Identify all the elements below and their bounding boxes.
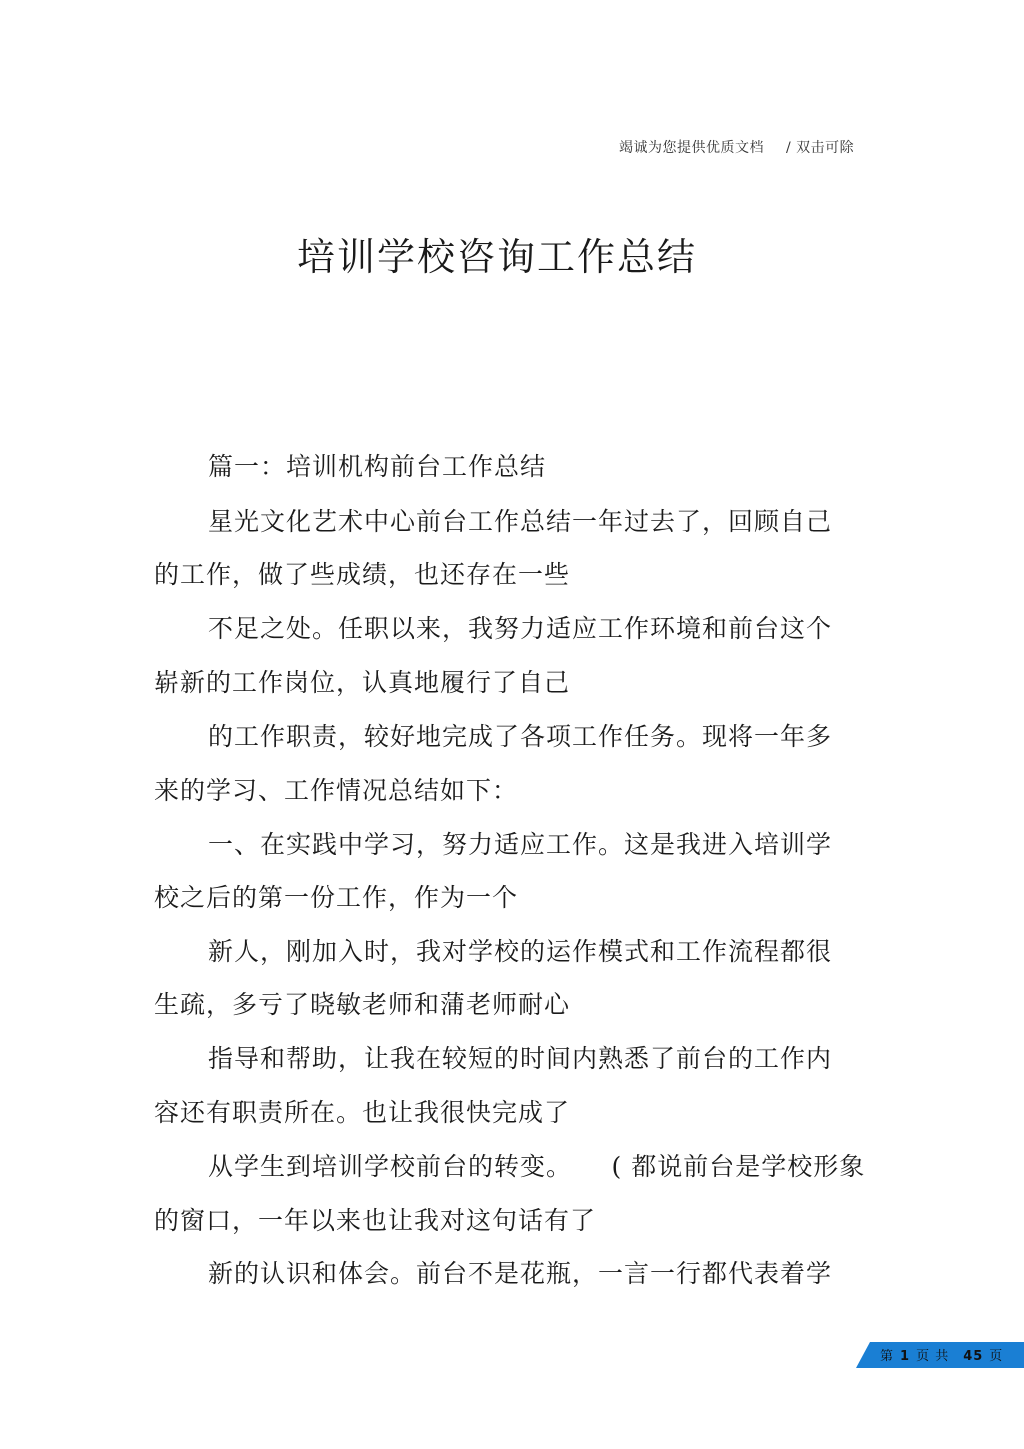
body-line: 生疏，多亏了晓敏老师和蒲老师耐心: [154, 990, 571, 1019]
body-line: 崭新的工作岗位，认真地履行了自己: [154, 668, 571, 697]
page-indicator: [856, 1342, 1024, 1368]
body-line: 来的学习、工作情况总结如下：: [154, 776, 519, 805]
header-note: [619, 137, 854, 157]
page-suffix: 页: [989, 1349, 1004, 1364]
section-heading: 篇一：培训机构前台工作总结: [208, 452, 547, 481]
page-number-text: [880, 1345, 1003, 1364]
page-middle: 页 共: [916, 1349, 950, 1364]
body-line: 的工作，做了些成绩，也还存在一些: [154, 560, 571, 589]
body-line: 的窗口，一年以来也让我对这句话有了: [154, 1206, 597, 1235]
body-line: 新人，刚加入时，我对学校的运作模式和工作流程都很: [208, 937, 833, 966]
total-page-count: 45: [963, 1349, 984, 1364]
header-hint: / 双击可除: [786, 140, 855, 156]
body-line: 校之后的第一份工作，作为一个: [154, 883, 519, 912]
current-page-number: 1: [900, 1349, 911, 1364]
body-line: 的工作职责，较好地完成了各项工作任务。现将一年多: [208, 722, 833, 751]
body-line: 新的认识和体会。前台不是花瓶，一言一行都代表着学: [208, 1259, 833, 1288]
page-prefix: 第: [880, 1349, 895, 1364]
document-title: 培训学校咨询工作总结: [296, 235, 697, 279]
body-line: 指导和帮助，让我在较短的时间内熟悉了前台的工作内: [208, 1044, 833, 1073]
body-line: 不足之处。任职以来，我努力适应工作环境和前台这个: [208, 614, 833, 643]
header-slogan: 竭诚为您提供优质文档: [619, 140, 764, 156]
body-line: 从学生到培训学校前台的转变。 ( 都说前台是学校形象: [208, 1152, 866, 1181]
body-line: 容还有职责所在。也让我很快完成了: [154, 1098, 571, 1127]
body-line: 星光文化艺术中心前台工作总结一年过去了，回顾自己: [208, 507, 833, 536]
body-line: 一、在实践中学习，努力适应工作。这是我进入培训学: [208, 830, 833, 859]
